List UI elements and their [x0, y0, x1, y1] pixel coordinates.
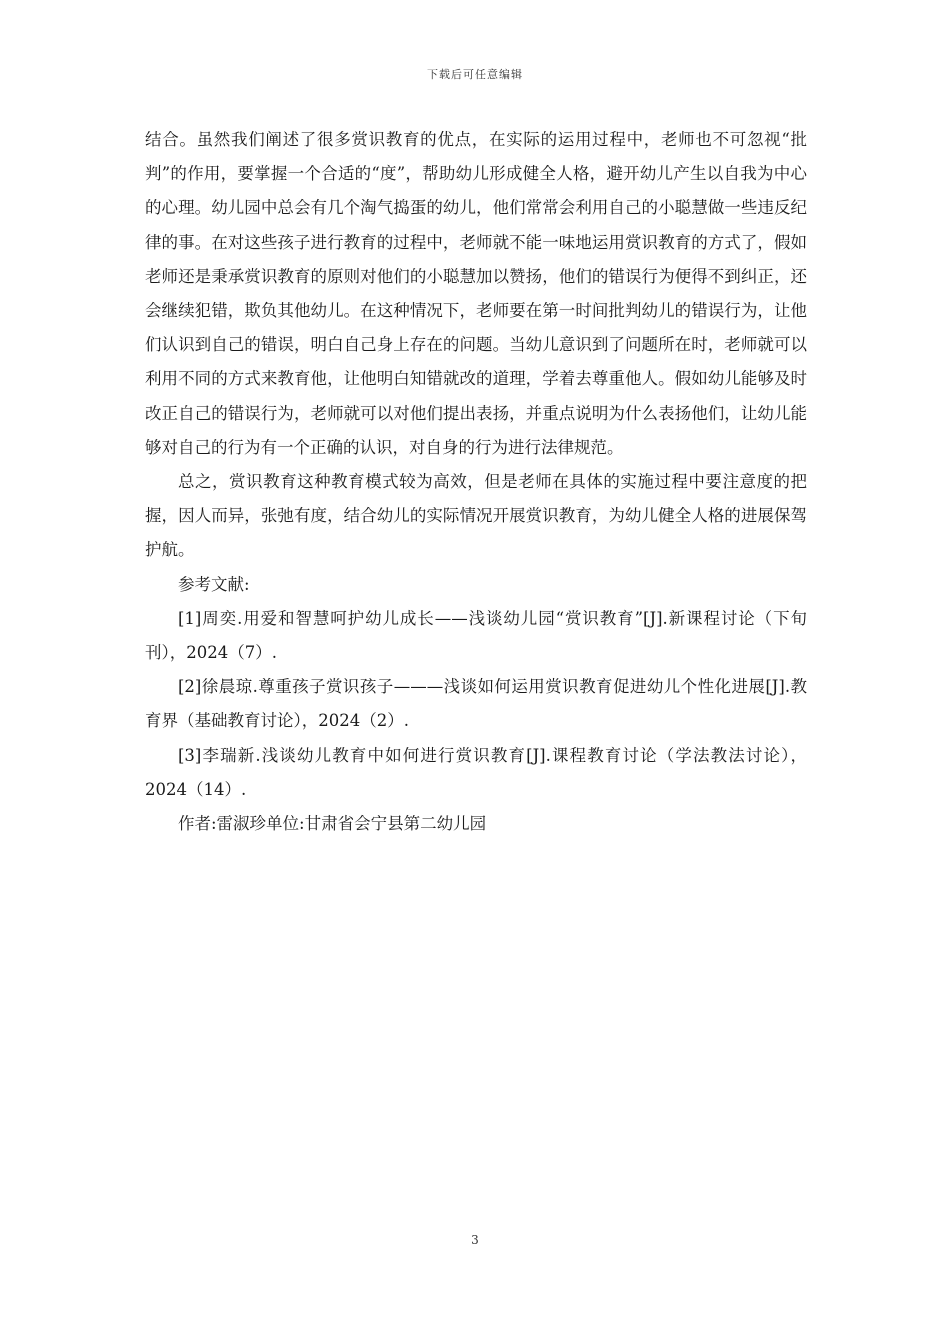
body-paragraph: 总之，赏识教育这种教育模式较为高效，但是老师在具体的实施过程中要注意度的把握，因人而异，张弛有度，结合幼儿的实际情况开展赏识教育，为幼儿健全人格的进展保驾护航。 [145, 472, 807, 560]
references-heading: 参考文献: [178, 574, 250, 594]
reference-item: [3]李瑞新.浅谈幼儿教育中如何进行赏识教育[J].课程教育讨论（学法教法讨论），2024（14）. [145, 745, 807, 799]
author-line: 作者:雷淑珍单位:甘肃省会宁县第二幼儿园 [178, 814, 487, 834]
document-body [145, 123, 807, 841]
reference-item: [1]周奕.用爱和智慧呵护幼儿成长——浅谈幼儿园“赏识教育”[J].新课程讨论（下旬刊），2024（7）. [145, 608, 807, 663]
body-paragraph: 结合。虽然我们阐述了很多赏识教育的优点，在实际的运用过程中，老师也不可忽视“批判”的作用，要掌握一个合适的“度”，帮助幼儿形成健全人格，避开幼儿产生以自我为中心的心理。幼儿园中总会有几个淘气捣蛋的幼儿，他们常常会利用自己的小聪慧做一些违反纪律的事。在对这些孩子进行教育的过程中，老师就不能一味地运用赏识教育的方式了，假如老师还是秉承赏识教育的原则对他们的小聪慧加以赞扬，他们的错误行为便得不到纠正，还会继续犯错，欺负其他幼儿。在这种情况下，老师要在第一时间批判幼儿的错误行为，让他们认识到自己的错误，明白自己身上存在的问题。当幼儿意识到了问题所在时，老师就可以利用不同的方式来教育他，让他明白知错就改的道理，学着去尊重他人。假如幼儿能够及时改正自己的错误行为，老师就可以对他们提出表扬，并重点说明为什么表扬他们，让幼儿能够对自己的行为有一个正确的认识，对自身的行为进行法律规范。 [145, 130, 807, 457]
page-number: 3 [471, 1233, 479, 1247]
reference-item: [2]徐晨琼.尊重孩子赏识孩子———浅谈如何运用赏识教育促进幼儿个性化进展[J].教育界（基础教育讨论），2024（2）. [145, 677, 807, 731]
page-header: 下载后可任意编辑 [427, 68, 523, 81]
